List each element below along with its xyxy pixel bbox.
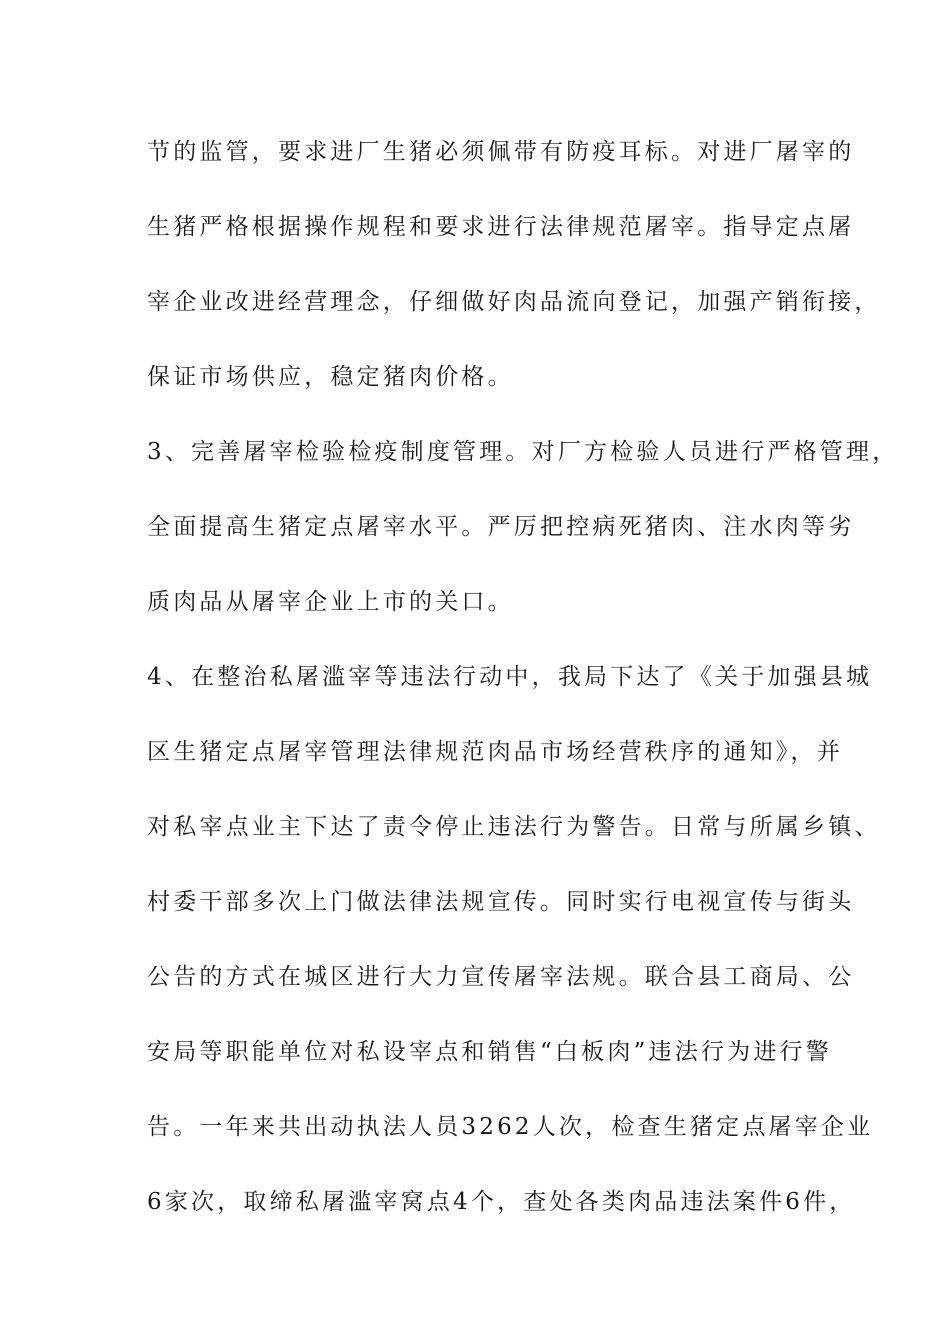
text-line: 4、在整治私屠滥宰等违法行动中，我局下达了《关于加强县城 bbox=[147, 664, 873, 690]
text-line: 生猪严格根据操作规程和要求进行法律规范屠宰。指导定点屠 bbox=[147, 214, 855, 240]
text-line: 公告的方式在城区进行大力宣传屠宰法规。联合县工商局、公 bbox=[147, 964, 855, 990]
text-line: 3、完善屠宰检验检疫制度管理。对厂方检验人员进行严格管理， bbox=[147, 439, 899, 465]
text-line: 区生猪定点屠宰管理法律规范肉品市场经营秩序的通知》，并 bbox=[147, 739, 843, 765]
text-line: 安局等职能单位对私设宰点和销售“白板肉”违法行为进行警 bbox=[147, 1039, 832, 1065]
text-line: 保证市场供应，稳定猪肉价格。 bbox=[147, 364, 514, 390]
text-line: 对私宰点业主下达了责令停止违法行为警告。日常与所属乡镇、 bbox=[147, 814, 881, 840]
text-line: 6家次，取缔私屠滥宰窝点4个，查处各类肉品违法案件6件， bbox=[147, 1189, 856, 1215]
text-line: 质肉品从屠宰企业上市的关口。 bbox=[147, 589, 514, 615]
text-line: 告。一年来共出动执法人员3262人次，检查生猪定点屠宰企业 bbox=[147, 1114, 874, 1140]
text-line: 全面提高生猪定点屠宰水平。严厉把控病死猪肉、注水肉等劣 bbox=[147, 514, 855, 540]
text-line: 宰企业改进经营理念，仔细做好肉品流向登记，加强产销衔接， bbox=[147, 289, 881, 315]
text-line: 节的监管，要求进厂生猪必须佩带有防疫耳标。对进厂屠宰的 bbox=[147, 139, 855, 165]
text-line: 村委干部多次上门做法律法规宣传。同时实行电视宣传与街头 bbox=[147, 889, 855, 915]
